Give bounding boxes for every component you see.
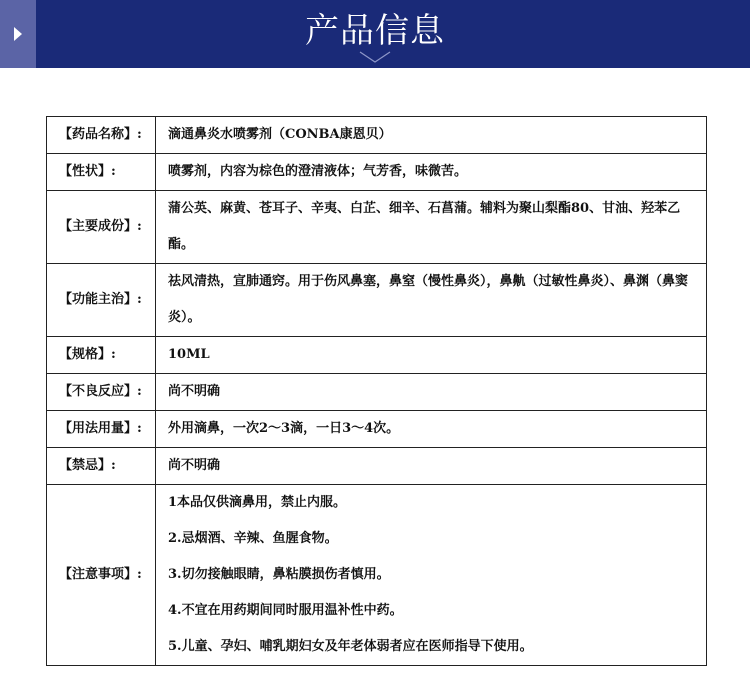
header-banner — [0, 0, 750, 68]
row-value: 尚不明确 — [156, 374, 707, 411]
row-value: 尚不明确 — [156, 448, 707, 485]
table-row — [47, 264, 707, 337]
value-line: 4.不宜在用药期间同时服用温补性中药。 — [168, 603, 403, 618]
row-label: 【用法用量】: — [47, 411, 156, 448]
table-row — [47, 191, 707, 264]
value-line: 祛风清热，宣肺通窍。用于伤风鼻塞，鼻窒（慢性鼻炎），鼻鼽（过敏性鼻炎）、鼻渊（鼻窦 — [168, 274, 689, 289]
value-line: 3.切勿接触眼睛，鼻粘膜损伤者慎用。 — [168, 567, 390, 582]
row-value: 滴通鼻炎水喷雾剂（CONBA康恩贝） — [156, 117, 707, 154]
table-row — [47, 411, 707, 448]
row-label: 【功能主治】: — [47, 264, 156, 337]
row-label: 【不良反应】: — [47, 374, 156, 411]
value-line: 2.忌烟酒、辛辣、鱼腥食物。 — [168, 531, 338, 546]
chevron-down-icon — [359, 50, 391, 64]
value-line: 1本品仅供滴鼻用，禁止内服。 — [168, 495, 347, 510]
table-row — [47, 485, 707, 666]
page-title: 产品信息 — [305, 11, 445, 51]
row-label: 【禁忌】: — [47, 448, 156, 485]
product-info-table — [46, 116, 707, 666]
row-label: 【注意事项】: — [47, 485, 156, 666]
table-row — [47, 448, 707, 485]
row-value — [156, 485, 707, 666]
table-row — [47, 154, 707, 191]
row-label: 【药品名称】: — [47, 117, 156, 154]
row-value: 外用滴鼻，一次2～3滴，一日3～4次。 — [156, 411, 707, 448]
row-value — [156, 264, 707, 337]
row-label: 【主要成份】: — [47, 191, 156, 264]
value-line: 炎）。 — [168, 310, 201, 325]
row-label: 【性状】: — [47, 154, 156, 191]
row-value: 蒲公英、麻黄、苍耳子、辛夷、白芷、细辛、石菖蒲。辅料为聚山梨酯80、甘油、羟苯乙酯。 — [156, 191, 707, 264]
table-row — [47, 374, 707, 411]
value-line: 5.儿童、孕妇、哺乳期妇女及年老体弱者应在医师指导下使用。 — [168, 639, 533, 654]
row-label: 【规格】: — [47, 337, 156, 374]
row-value: 喷雾剂，内容为棕色的澄清液体；气芳香，味微苦。 — [156, 154, 707, 191]
table-row — [47, 117, 707, 154]
table-row — [47, 337, 707, 374]
row-value: 10ML — [156, 337, 707, 374]
